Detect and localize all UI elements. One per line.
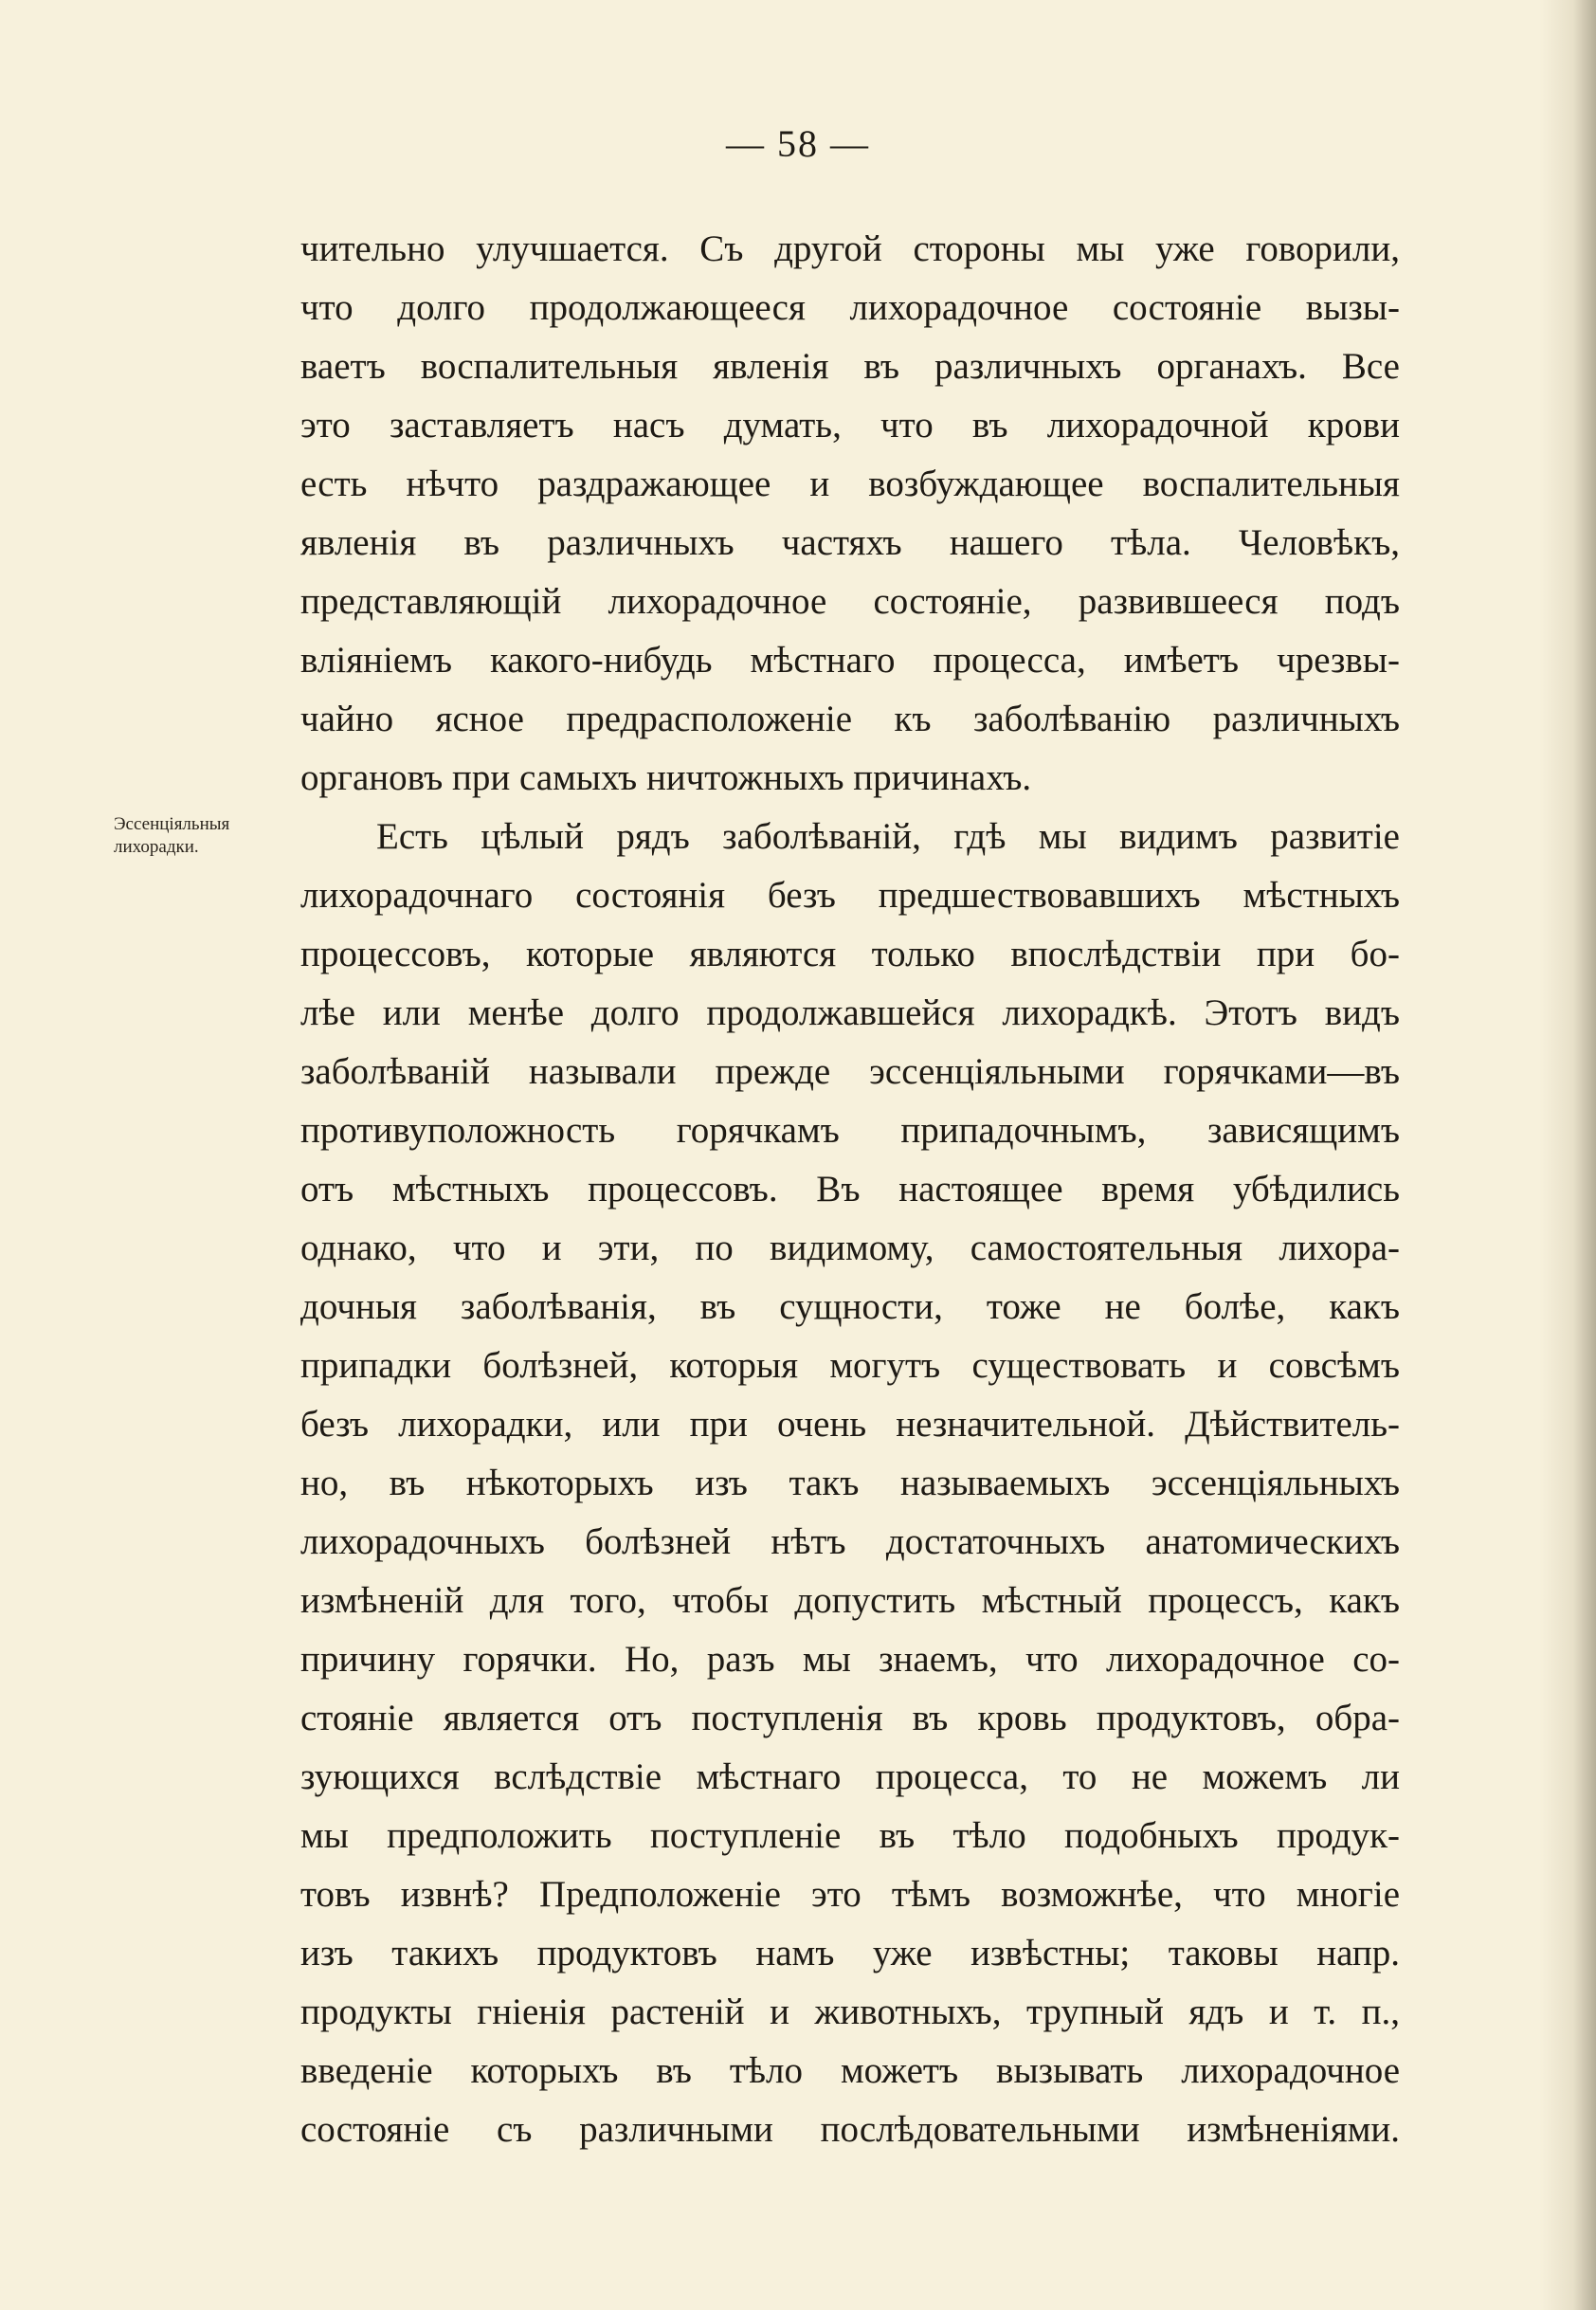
text-line: однако, что и эти, по видимому, самостоятельныя лихора- (300, 1228, 1400, 1268)
text-line: изъ такихъ продуктовъ намъ уже извѣстны; таковы напр. (300, 1933, 1400, 1974)
text-line: чительно улучшается. Съ другой стороны мы уже говорили, (300, 228, 1400, 269)
text-line: мы предположить поступленіе въ тѣло подобныхъ продук- (300, 1815, 1400, 1856)
text-line: органовъ при самыхъ ничтожныхъ причинахъ. (300, 757, 1032, 798)
text-line: продукты гніенія растеній и животныхъ, трупный ядъ и т. п., (300, 1992, 1400, 2032)
text-line: измѣненій для того, чтобы допустить мѣстный процессъ, какъ (300, 1580, 1400, 1621)
text-line: процессовъ, которые являются только впослѣдствіи при бо- (300, 934, 1400, 974)
text-line: зующихся вслѣдствіе мѣстнаго процесса, то не можемъ ли (300, 1756, 1400, 1797)
page-number: — 58 — (726, 122, 870, 165)
text-line: безъ лихорадки, или при очень незначительной. Дѣйствитель- (300, 1404, 1400, 1445)
text-line: вліяніемъ какого-нибудь мѣстнаго процесса, имѣетъ чрезвы- (300, 640, 1400, 681)
text-line: введеніе которыхъ въ тѣло можетъ вызывать лихорадочное (300, 2050, 1400, 2091)
text-line: но, въ нѣкоторыхъ изъ такъ называемыхъ эссенціяльныхъ (300, 1463, 1400, 1503)
margin-note-line: Эссенціяльныя (114, 814, 230, 834)
text-line: явленія въ различныхъ частяхъ нашего тѣла. Человѣкъ, (300, 522, 1400, 563)
text-line: дочныя заболѣванія, въ сущности, тоже не болѣе, какъ (300, 1286, 1400, 1327)
text-line: ваетъ воспалительныя явленія въ различныхъ органахъ. Все (300, 346, 1400, 387)
text-line: товъ извнѣ? Предположеніе это тѣмъ возможнѣе, что многіе (300, 1874, 1400, 1915)
text-line: лихорадочныхъ болѣзней нѣтъ достаточныхъ анатомическихъ (300, 1521, 1400, 1562)
text-line: лихорадочнаго состоянія безъ предшествовавшихъ мѣстныхъ (300, 875, 1400, 916)
text-line: состояніе съ различными послѣдовательными измѣненіями. (300, 2109, 1400, 2150)
text-line: стояніе является отъ поступленія въ кровь продуктовъ, обра- (300, 1698, 1400, 1738)
text-line: это заставляетъ насъ думать, что въ лихорадочной крови (300, 405, 1400, 446)
text-line: отъ мѣстныхъ процессовъ. Въ настоящее время убѣдились (300, 1169, 1400, 1210)
text-line: что долго продолжающееся лихорадочное состояніе вызы- (300, 287, 1400, 328)
page-edge-shadow (1539, 0, 1596, 2310)
text-line: заболѣваній называли прежде эссенціяльными горячками—въ (300, 1051, 1400, 1092)
text-line: причину горячки. Но, разъ мы знаемъ, что лихорадочное со- (300, 1639, 1400, 1680)
margin-note (114, 813, 294, 859)
body-text (300, 220, 1400, 2159)
text-line: представляющій лихорадочное состояніе, развившееся подъ (300, 581, 1400, 622)
margin-note-line: лихорадки. (114, 837, 199, 857)
text-line: противуположность горячкамъ припадочнымъ, зависящимъ (300, 1110, 1400, 1151)
text-line: лѣе или менѣе долго продолжавшейся лихорадкѣ. Этотъ видъ (300, 992, 1400, 1033)
text-line: есть нѣчто раздражающее и возбуждающее воспалительныя (300, 464, 1400, 504)
paragraph-first-line: Есть цѣлый рядъ заболѣваній, гдѣ мы видимъ развитіе (376, 816, 1400, 857)
text-line: припадки болѣзней, которыя могутъ существовать и совсѣмъ (300, 1345, 1400, 1386)
text-line: чайно ясное предрасположеніе къ заболѣванію различныхъ (300, 699, 1400, 739)
